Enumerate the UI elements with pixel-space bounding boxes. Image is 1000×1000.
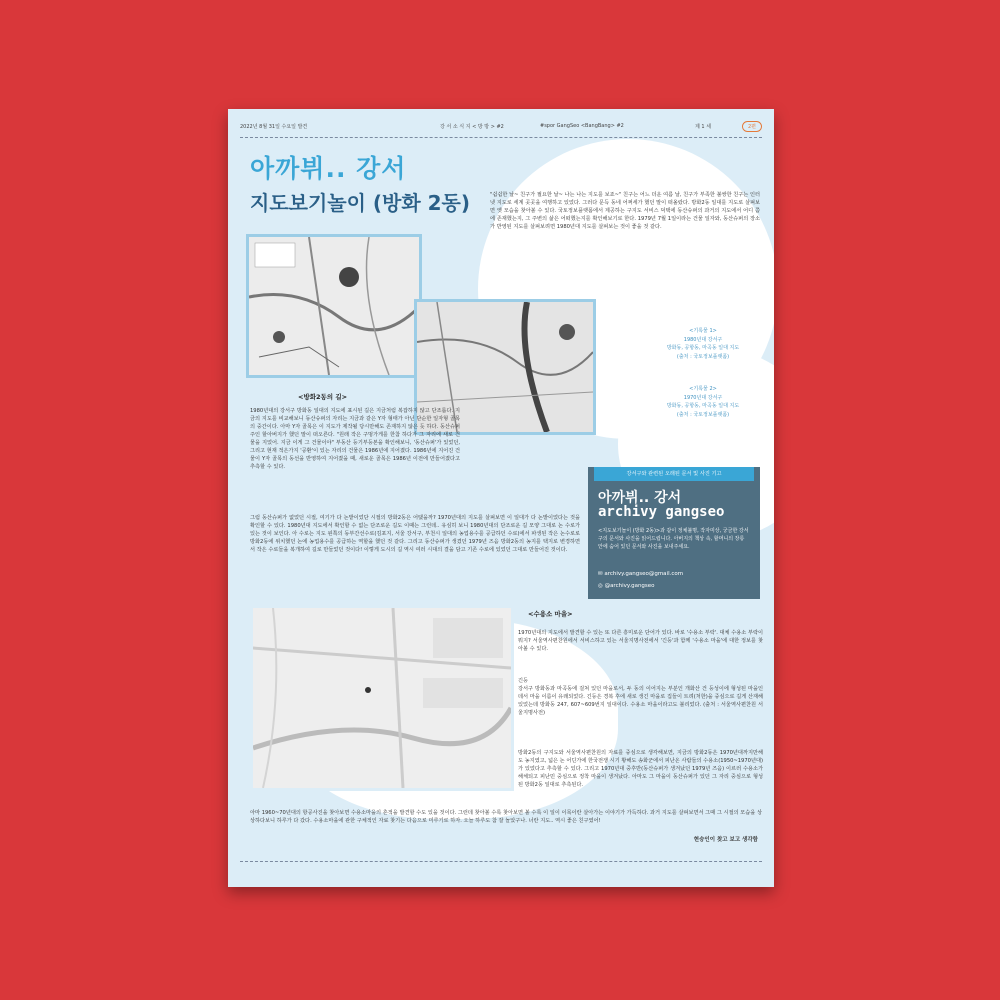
page-badge: 2편 [742,121,762,132]
caption-1-source: (출처 : 국토정보플랫폼) [676,353,730,360]
caption-2-line: 1970년대 강서구 [683,394,723,401]
section2-paragraph-4: 아마 1960~70년대의 항공사진을 찾아보면 수용소마을의 흔적을 발견할 수도 있을 것이다. 그런데 찾아볼 수록 찾아보면 볼 수록 이 일이 이목이란 살아가는 이야기가 가득하다. 과거 지도를 살펴보면서 그때 그 시절의 모습을 상상하다보니 하루가 다 갔다. 수용소마을에 관한 구체적인 자료 찾기는 다음으로 미루기로 하자. 오늘 하루도 참 잘 놀았구나. 너란 지도.. 역시 좋은 친구였어! [250,810,762,824]
section1-paragraph-2: 그럼 동산슈퍼가 없었던 시절, 여기가 다 논밭이었단 시절의 방화2동은 어땠을까? 1970년대의 지도를 살펴보면 이 일대가 다 논밭이었다는 것을 확인할 수 있다. 1980년대 지도에서 확인할 수 없는 단조로운 길도 이때는 그런데.. 유심히 보니 1980년대의 단조로운 길 모양 그대로 논 수로가 있는 것이 보인다. 아 수로는 지도 왼쪽의 동부간선수로(김포지, 서울 강서구, 부천시 일대의 농업용수를 공급하던 수로)에서 파생된 작은 논수로로 방화2동에 위치했던 논에 농업용수를 공급하는 역할을 했던 것 같다. 그리고 동산슈퍼가 생겼던 1979년 즈음 방화2동의 농지를 택지로 변경하면서 작은 수로들을 복개하여 길로 만들었던 것이다! 이렇게 도시의 길 역시 여러 시대의 결을 담고 기존 수로에 있었던 그대로 만들어진 것이다. [250,515,580,553]
section1-paragraph-1: 1980년대의 강서구 방화동 일대의 지도에 표시된 길은 지금처럼 복잡하지 않고 단조롭다. 지금의 지도를 비교해보니 동산슈퍼의 자리는 지금과 같은 Y자 형태가 아닌 단순한 일자형 골목의 중간이다. 아마 Y자 골목은 이 지도가 제작될 당시만해도 존재하지 않은 듯 하다. 동산슈퍼 주인 할아버지가 했던 말이 떠오른다. "원래 작은 구멍가게를 한참 하다가 그 자리에 새로 건물을 지었어. 지금 이게 그 건물이야" 부동산 등기부등본을 확인해보니, '동산슈퍼'가 있었던, 그리고 현재 적은가지 '공환'이 있는 자리의 건물은 1986년에 지어졌다. 1986년에 지어진 건물이 Y자 골목의 동선을 반영하여 지어졌을 때, 새로운 골목은 1986년 이전에 만들어졌다고 추측할 수 있다. [250,408,460,470]
page-title: 아까뷔.. 강서 [250,154,407,183]
instagram-icon: ◎ [598,583,603,589]
header-divider [240,137,762,142]
author-signature: 현승인이 찾고 보고 생각함 [693,837,758,843]
caption-2-line: 방화동, 공항동, 마곡동 일대 지도 [666,403,740,409]
profile-kicker: 강서구와 관련된 오래된 문서 및 사진 기고 [594,467,754,481]
caption-2-source: (출처 : 국토정보플랫폼) [676,411,730,418]
section-heading-road: <방화2동의 길> [298,393,348,401]
caption-record-2 [648,385,758,419]
section-heading-camp: <수용소 마을> [528,610,573,618]
page-header [240,121,762,135]
caption-1-label: <기록물 1> [689,328,717,334]
caption-1-line: 1980년대 강서구 [683,336,723,343]
map-1980s [246,234,422,378]
header-section: 강 서 소 식 지 < 방 방 > #2 [440,124,504,130]
caption-1-line: 방화동, 공항동, 마곡동 일대 지도 [666,345,740,351]
map-current [250,605,514,791]
profile-title-en: archivy gangseo [598,504,725,520]
section2-paragraph-2: 긴등 강서구 방화동과 마곡동에 걸쳐 있던 마을로서, 두 동의 이어지는 부분인 개화산 건 등성이에 형성된 마을인 데서 마을 이름이 유래되었다. 긴등은 경복 후에 새로 생긴 마을로 집들이 트려(처한)을 중심으로 길게 산재해 있었는데 방화동 247, 607~609번지 일대이다. 수용소 마을이라고도 불리었다. (출처 : 서울역사편찬원 서울지명사전) [518,678,763,716]
page-subtitle: 지도보기놀이 (방화 2동) [250,191,471,215]
caption-record-1 [648,327,758,361]
issue-date: 2022년 8월 31일 수요일 발견 [240,124,308,130]
archivy-profile-box [588,467,760,599]
profile-title: 아까뷔.. 강서 [598,490,682,506]
profile-email[interactable] [598,571,683,577]
mail-icon: ✉ [598,571,603,577]
page-number: 제 1 세 [695,124,712,130]
profile-description: <지도보기놀이 (방화 2동)>과 같이 정체불명, 작자미상, 궁금한 강서구의 문서와 사진을 읽어드립니다. 아버지의 책상 속, 할머니의 장롱 안에 숨어 있던 문서와 사진을 보내주세요. [598,528,749,550]
header-tag: #spor GangSeo <BangBang> #2 [540,123,624,129]
intro-text: "쉼쉼한 날~ 친구가 필요한 날~ 나는 나는 지도를 보죠~" 친구는 어느 더운 여름 날, 친구가 부족한 불쌍한 친구는 인터넷 지도로 세계 곳곳을 여행하고 있었다. 그러다 문득 동네 어쩌세가 했던 말이 떠올랐다. 방화2동 일대를 지도로 살펴보면 옛 모습을 찾아볼 수 있다. 국토정보플랫폼에서 제공하는 구지도 서비스 덕택에 동산슈퍼의 과거의 지도에서 어디 쯤에 존재했는지, 그 주변의 삶은 어떠했는지를 확인해보기로 한다. 1979년 7월 1일이라는 건물 일자와, 동산슈퍼의 장소가 반영된 지도를 살펴보려면 1980년대 지도를 살펴보는 것이 좋을 것 같다. [490,192,760,230]
instagram-text: @archivy.gangseo [604,583,655,589]
section2-paragraph-1: 1970년대의 지도에서 발견할 수 있는 또 다른 흥미로운 단어가 있다. 바로 '수용소 부락'. 대체 수용소 부락이 뭐지? 서울역사편찬원에서 서비스하고 있는 서울지명사전에서 '긴등'과 함께 '수용소 마을'에 대한 정보를 찾아볼 수 있다. [518,630,763,652]
profile-instagram[interactable] [598,583,655,589]
caption-2-label: <기록물 2> [689,386,717,392]
footer-divider [240,861,762,866]
section2-paragraph-3: 방화2동의 구지도와 서울역사편찬원의 자료를 중심으로 생각해보면, 지금의 방화2동은 1970년대까지만해도 농지였고, 넓은 논 어딘가에 한국전쟁 시기 황해도 송화군에서 피난온 사람들의 수용소(1950~1970년대)가 있었다고 추측할 수 있다. 그리고 1970년대 중후반(동산슈퍼가 생겨났던 1979년 즈음) 이르러 수용소가 해체되고 피난민 중심으로 정착 마을이 생겨났다. 아마도 그 마을이 동산슈퍼가 있던 그 자리 중심으로 형성된 방화2동 일대로 추측된다. [518,750,763,788]
newsletter-page [228,109,774,887]
email-text: archivy.gangseo@gmail.com [604,571,684,577]
